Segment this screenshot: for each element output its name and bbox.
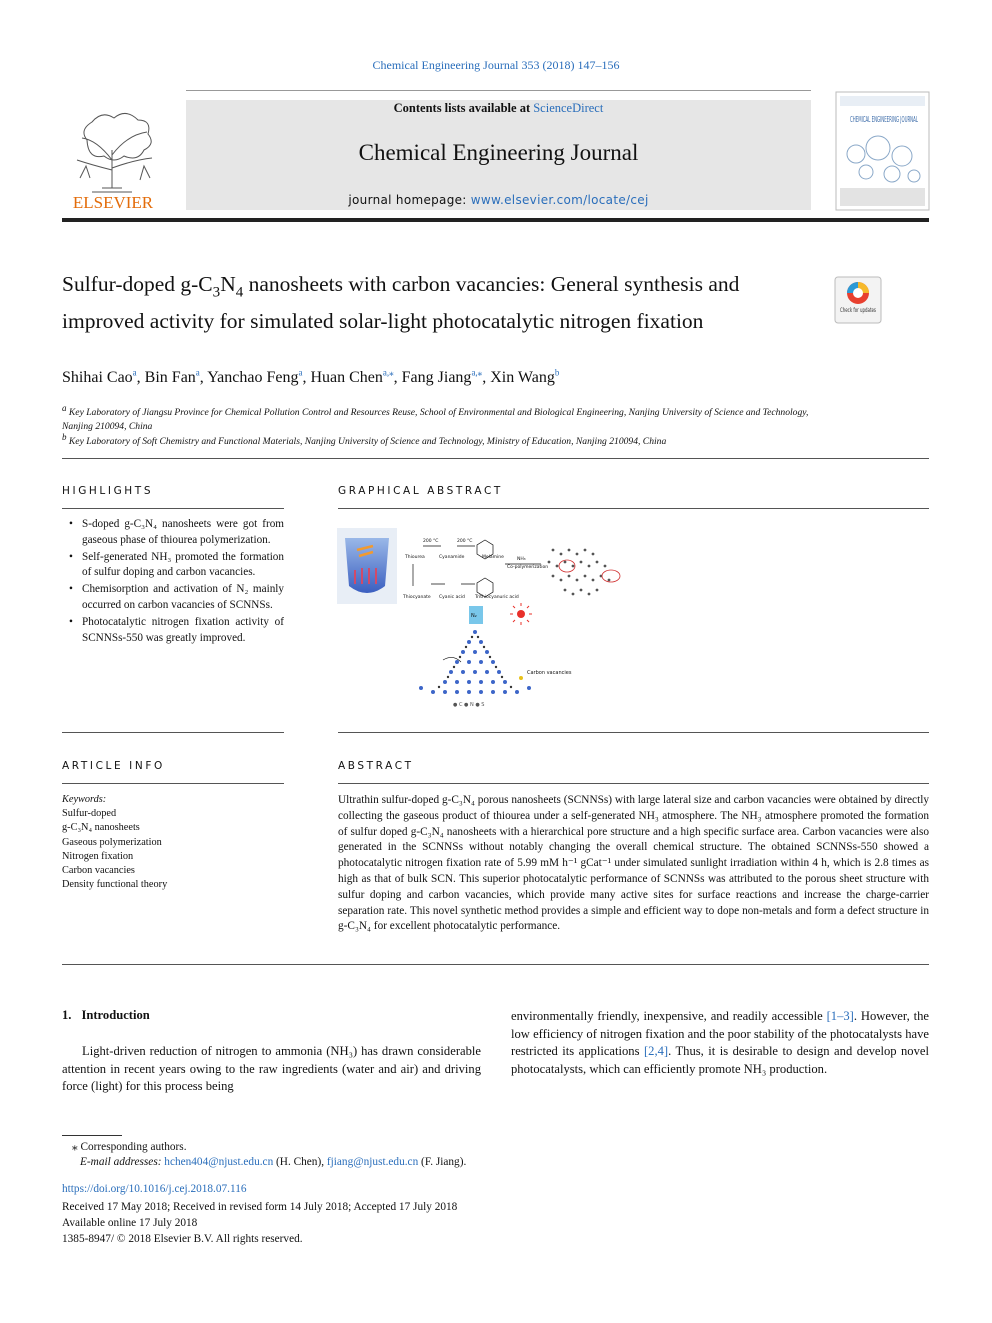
intro-paragraph-left: Light-driven reduction of nitrogen to ammonia (NH₃) has drawn considerable attention in recent years owing to the raw ingredients (water and air) and driving force (light) for this process being bbox=[62, 1044, 481, 1094]
highlights-heading: HIGHLIGHTS bbox=[62, 485, 154, 497]
section-divider bbox=[62, 458, 929, 459]
label-cyanamide: Cyanamide bbox=[439, 555, 465, 560]
graphical-abstract-figure[interactable] bbox=[335, 520, 635, 715]
label-trithiocyanuric: Trithiocyanuric acid bbox=[475, 595, 519, 600]
label-temperature: 200 °C bbox=[423, 539, 439, 544]
highlight-item: • Chemisorption and activation of N₂ mainly occurred on carbon vacancies of SCNNSs. bbox=[64, 582, 284, 614]
intro-text: . Thus, it is desirable to design and develop novel photocatalysts, which can efficiently promote NH₃ production. bbox=[511, 1044, 929, 1076]
journal-cover-image[interactable] bbox=[836, 92, 929, 210]
affiliation-text: Key Laboratory of Jiangsu Province for Chemical Pollution Control and Resources Reuse, School of Environmental and Biological Engineering, Nanjing University of Science and Technology, Nanjing 210094, China bbox=[62, 407, 809, 433]
label-thiourea: Thiourea bbox=[405, 555, 425, 560]
highlight-item: • Photocatalytic nitrogen fixation activity of SCNNSs-550 was greatly improved. bbox=[64, 615, 284, 647]
author[interactable]: Bin Fan$^a$, bbox=[144, 368, 208, 387]
keywords-list bbox=[62, 807, 167, 893]
abstract-heading: ABSTRACT bbox=[338, 760, 414, 772]
check-for-updates-badge[interactable] bbox=[834, 276, 882, 324]
homepage-link[interactable]: www.elsevier.com/locate/cej bbox=[470, 193, 649, 207]
label-nh3: NH₃ bbox=[517, 557, 526, 562]
title-subscript-1: 3 bbox=[212, 284, 221, 301]
label-cyanic-acid: Cyanic acid bbox=[439, 595, 465, 600]
email-link[interactable]: fjiang@njust.edu.cn bbox=[326, 1156, 419, 1168]
check-label: Check for updates bbox=[840, 307, 876, 314]
keyword: Sulfur-doped bbox=[62, 808, 117, 819]
online-date: Available online 17 July 2018 bbox=[62, 1217, 198, 1229]
section-title: Introduction bbox=[81, 1008, 150, 1022]
article-info-rule-top bbox=[62, 732, 284, 733]
affiliation-text: Key Laboratory of Soft Chemistry and Functional Materials, Nanjing University of Science and Technology, Ministry of Education, Nanjing 210094, China bbox=[68, 436, 667, 448]
vacancy-circle bbox=[602, 570, 620, 582]
lattice-atoms-dark bbox=[438, 636, 512, 688]
contents-line bbox=[186, 101, 811, 116]
received-dates: Received 17 May 2018; Received in revised form 14 July 2018; Accepted 17 July 2018 bbox=[62, 1201, 458, 1213]
author[interactable]: Huan Chen$^{a,⁎}$, bbox=[310, 368, 402, 387]
email-owner: (H. Chen), bbox=[273, 1156, 327, 1168]
article-info-rule bbox=[62, 783, 284, 784]
author[interactable]: Shihai Cao$^a$, bbox=[62, 368, 145, 387]
affiliation-b bbox=[62, 430, 822, 449]
intro-paragraph-right bbox=[511, 1008, 929, 1078]
sciencedirect-link[interactable]: ScienceDirect bbox=[533, 101, 604, 115]
abstract-text: Ultrathin sulfur-doped g-C₃N₄ porous nanosheets (SCNNSs) with large lateral size and carbon vacancies were obtained by directly collecting the gaseous product of thiourea under a self-generated NH₃ atmosphere. The NH₃ atmosphere promoted the formation of sulfur doped g-C₃N₄ nanosheets with a hierarchical pore structure and a high specific surface area. Carbon vacancies were also generated in the SCNNSs without notably changing the overall chemical structure. The obtained SCNNSs-550 showed a photocatalytic nitrogen fixation rate of 5.99 mM h⁻¹ gCat⁻¹ under simulated sunlight irradiation within 4 h, which is 2.8 times as high as that of bulk SCN. This superior photocatalytic performance of SCNNSs was attributed to the porous sheet structure with sulfur doping and carbon vacancies, which provide many active sites for surface reactions and increase the charge-carrier separation rate. This novel synthetic method provides a simple and efficient way to dope non-metals and form a defect structure in g-C₃N₄ for excellent photocatalytic performance. bbox=[338, 794, 929, 933]
triangle-lattice bbox=[419, 630, 531, 694]
label-temperature-2: 200 °C bbox=[457, 539, 473, 544]
highlight-item: • Self-generated NH₃ promoted the formation of sulfur doping and carbon vacancies. bbox=[64, 550, 284, 582]
title-subscript-2: 4 bbox=[235, 284, 244, 301]
sun-icon bbox=[510, 603, 532, 625]
homepage-line bbox=[186, 193, 811, 207]
atom-legend: ● C ● N ● S bbox=[453, 702, 485, 708]
homepage-prefix: journal homepage: bbox=[348, 193, 471, 207]
header-rule bbox=[186, 90, 811, 91]
email-label: E-mail addresses: bbox=[80, 1156, 165, 1168]
highlight-item: • S-doped g-C₃N₄ nanosheets were got from gaseous phase of thiourea polymerization. bbox=[64, 517, 284, 549]
label-carbon-vacancies: Carbon vacancies bbox=[527, 670, 572, 676]
reference-link[interactable]: [2,4] bbox=[643, 1044, 669, 1059]
front-matter-divider bbox=[62, 964, 929, 965]
doi-text[interactable]: https://doi.org/10.1016/j.cej.2018.07.116 bbox=[62, 1183, 247, 1195]
author[interactable]: Yanchao Feng$^a$, bbox=[207, 368, 311, 387]
email-owner: (F. Jiang). bbox=[418, 1156, 467, 1168]
abstract-rule bbox=[338, 783, 929, 784]
graphical-abstract-rule bbox=[338, 508, 929, 509]
author-list bbox=[62, 368, 922, 387]
keyword: Gaseous polymerization bbox=[62, 836, 162, 848]
polymer-network bbox=[548, 549, 611, 596]
title-text-3: nanosheets with carbon vacancies: General synthesis and improved activity for simulated solar-light photocatalytic nitrogen fixation bbox=[62, 272, 740, 334]
author[interactable]: Fang Jiang$^{a,⁎}$, bbox=[401, 368, 491, 387]
graphical-abstract-heading: GRAPHICAL ABSTRACT bbox=[338, 485, 503, 497]
elsevier-logo bbox=[62, 100, 165, 210]
sulfur-atom bbox=[519, 676, 523, 680]
affiliation-mark: a bbox=[62, 403, 67, 413]
journal-citation[interactable]: Chemical Engineering Journal 353 (2018) 147–156 bbox=[372, 58, 620, 72]
contents-prefix: Contents lists available at bbox=[393, 101, 534, 115]
intro-text: . However, the low efficiency of nitrogen fixation and the poor stability of the photocatalysts have restricted its applications bbox=[511, 1009, 929, 1059]
keyword: g-C₃N₄ nanosheets bbox=[62, 822, 140, 834]
publication-dates bbox=[62, 1199, 457, 1247]
reference-link[interactable]: [1–3] bbox=[826, 1009, 854, 1023]
keywords-label: Keywords: bbox=[62, 794, 107, 805]
keyword: Density functional theory bbox=[62, 879, 168, 891]
email-line bbox=[80, 1156, 466, 1168]
title-text-2: N bbox=[220, 272, 236, 296]
label-n2: N₂ bbox=[471, 613, 477, 619]
journal-name: Chemical Engineering Journal bbox=[358, 140, 639, 165]
intro-text: environmentally friendly, inexpensive, and readily accessible bbox=[511, 1009, 827, 1023]
section-number: 1. bbox=[62, 1008, 72, 1022]
keyword: Carbon vacancies bbox=[62, 865, 135, 877]
cover-title: CHEMICAL ENGINEERING JOURNAL bbox=[850, 115, 919, 124]
article-info-heading: ARTICLE INFO bbox=[62, 760, 165, 772]
label-thiocyanate: Thiocyanate bbox=[403, 595, 431, 600]
doi-link[interactable] bbox=[62, 1183, 247, 1195]
label-copolymerization: Co-polymerization bbox=[507, 565, 549, 570]
email-link[interactable]: hchen404@njust.edu.cn bbox=[164, 1156, 274, 1168]
author[interactable]: Xin Wang$^b$ bbox=[490, 368, 560, 387]
article-title bbox=[62, 270, 822, 336]
keyword: Nitrogen fixation bbox=[62, 850, 134, 862]
affiliation-mark: b bbox=[62, 432, 67, 442]
label-melamine: Melamine bbox=[482, 555, 504, 560]
title-text-1: Sulfur-doped g-C bbox=[62, 272, 213, 296]
header-divider bbox=[62, 218, 929, 222]
elsevier-wordmark: ELSEVIER bbox=[72, 193, 154, 212]
footnote-rule bbox=[62, 1135, 122, 1136]
corresponding-note: ⁎ Corresponding authors. bbox=[72, 1141, 187, 1153]
highlights-list bbox=[64, 517, 284, 647]
abstract-rule-top bbox=[338, 732, 929, 733]
introduction-heading bbox=[62, 1008, 150, 1023]
highlights-rule bbox=[62, 508, 284, 509]
copyright-line: 1385-8947/ © 2018 Elsevier B.V. All rights reserved. bbox=[62, 1233, 303, 1245]
